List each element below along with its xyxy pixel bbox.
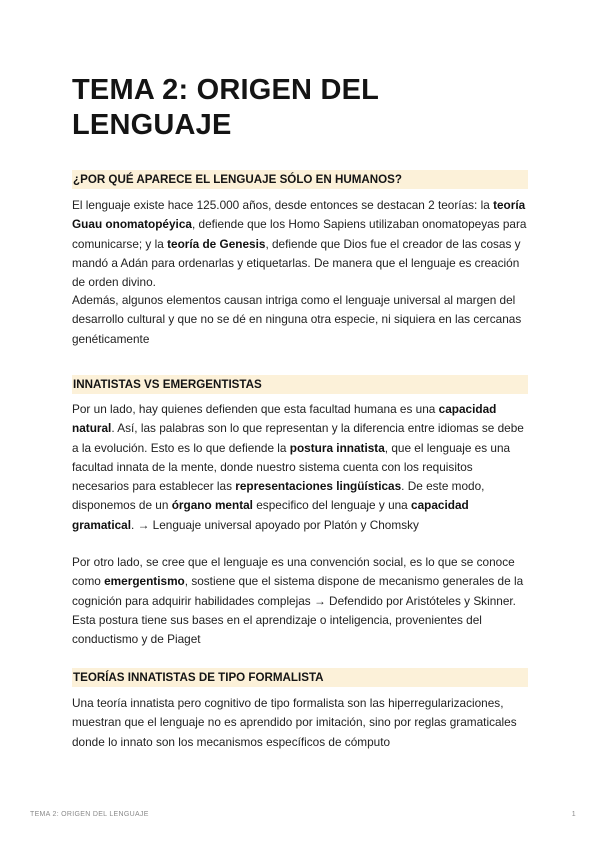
page-title: TEMA 2: ORIGEN DEL LENGUAJE (72, 74, 379, 141)
paragraph-origin-theories (72, 196, 532, 292)
text-run: , defiende que los Homo Sapiens utilizaban onomatopeyas para comunicarse; y la (72, 217, 527, 251)
section-heading-innatistas: INNATISTAS VS EMERGENTISTAS (72, 375, 528, 394)
footer-label: TEMA 2: ORIGEN DEL LENGUAJE (30, 811, 149, 818)
paragraph-formalist-theory: Una teoría innatista pero cognitivo de tipo formalista son las hiperregularizaciones, muestran que el lenguaje no es aprendido por imitación, sino por reglas gramaticales donde lo innato son los mecanismos específicos de cómputo (72, 696, 517, 749)
text-run: especifico del lenguaje y una (252, 498, 412, 513)
page-number: 1 (571, 811, 576, 818)
bold-term: órgano mental (171, 498, 253, 513)
bold-term: capacidad gramatical (72, 498, 469, 532)
paragraph-emergentist-view (72, 553, 532, 649)
text-run: Por un lado, hay quienes defienden que esta facultad humana es una (72, 402, 439, 416)
paragraph-innatist-view (72, 400, 532, 535)
text-run: . De este modo, disponemos de un (72, 479, 485, 513)
text-run: El lenguaje existe hace 125.000 años, desde entonces se destacan 2 teorías: la (72, 198, 494, 212)
text-run: , sostiene que el sistema dispone de mecanismo generales de la cognición para adquirir habilidades complejas → Defendido por Aristóteles y Skinner. Esta postura tiene sus bases en el aprendizaje o inteligencia, provenientes del conductismo y de Piaget (72, 574, 524, 647)
bold-term: capacidad natural (72, 402, 497, 436)
section-heading-formalist: TEORÍAS INNATISTAS DE TIPO FORMALISTA (72, 668, 528, 687)
text-run: , que el lenguaje es una facultad innata de la mente, donde nuestro sistema cuenta con los requisitos necesarios para establecer las (72, 440, 511, 494)
text-run: . → Lenguaje universal apoyado por Platón y Chomsky (131, 517, 419, 532)
bold-term: emergentismo (104, 574, 185, 589)
section-heading-why-language: ¿POR QUÉ APARECE EL LENGUAJE SÓLO EN HUMANOS? (72, 170, 528, 189)
paragraph-universal-language: Además, algunos elementos causan intriga como el lenguaje universal al margen del desarrollo cultural y que no se dé en ninguna otra especie, ni siquiera en las cercanas genéticamente (72, 293, 522, 346)
text-run: Por otro lado, se cree que el lenguaje es una convención social, es lo que se conoce como (72, 555, 515, 589)
bold-term: teoría Guau onomatopéyica (72, 198, 526, 232)
text-run: , defiende que Dios fue el creador de las cosas y mandó a Adán para ordenarlas y etiquetarlas. De manera que el lenguaje es creación de orden divino. (72, 236, 521, 290)
page-footer (30, 811, 576, 818)
bold-term: representaciones lingüísticas (235, 479, 402, 494)
text-run: . Así, las palabras son lo que representan y la diferencia entre idiomas se debe a la evolución. Esto es lo que defiende la (72, 421, 524, 455)
bold-term: postura innatista (289, 440, 385, 455)
bold-term: teoría de Genesis (167, 236, 266, 251)
